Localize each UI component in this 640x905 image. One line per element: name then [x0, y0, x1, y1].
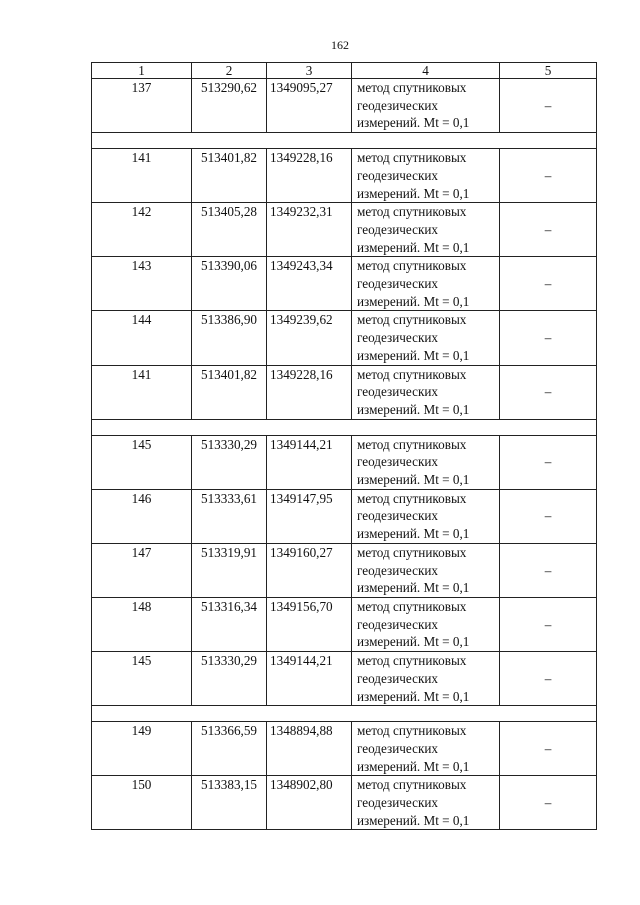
point-number-cell: 143 — [92, 257, 192, 311]
method-line: метод спутниковых — [357, 258, 467, 274]
method-cell — [352, 203, 500, 257]
method-cell — [352, 776, 500, 830]
coordinates-table-body — [92, 63, 597, 830]
note-cell: – — [500, 311, 597, 365]
method-line: измерений. Mt = 0,1 — [357, 812, 470, 828]
point-number-cell: 144 — [92, 311, 192, 365]
note-cell: – — [500, 722, 597, 776]
point-number-cell: 149 — [92, 722, 192, 776]
method-line: геодезических — [357, 384, 439, 400]
method-line: геодезических — [357, 508, 439, 524]
x-coordinate-cell: 513319,91 — [192, 543, 267, 597]
x-coordinate-cell: 513405,28 — [192, 203, 267, 257]
method-cell — [352, 652, 500, 706]
method-line: метод спутниковых — [357, 204, 467, 220]
method-line: измерений. Mt = 0,1 — [357, 580, 470, 596]
y-coordinate-cell: 1349228,16 — [267, 365, 352, 419]
x-coordinate-cell: 513390,06 — [192, 257, 267, 311]
method-line: измерений. Mt = 0,1 — [357, 688, 470, 704]
note-cell: – — [500, 149, 597, 203]
point-number-cell: 137 — [92, 79, 192, 133]
note-cell: – — [500, 776, 597, 830]
table-row — [92, 365, 597, 419]
table-row — [92, 149, 597, 203]
method-line: метод спутниковых — [357, 653, 467, 669]
method-line: измерений. Mt = 0,1 — [357, 401, 470, 417]
note-cell: – — [500, 79, 597, 133]
method-line: измерений. Mt = 0,1 — [357, 239, 470, 255]
y-coordinate-cell: 1349144,21 — [267, 652, 352, 706]
x-coordinate-cell: 513401,82 — [192, 365, 267, 419]
table-row — [92, 776, 597, 830]
point-number-cell: 147 — [92, 543, 192, 597]
y-coordinate-cell: 1349156,70 — [267, 597, 352, 651]
table-row — [92, 79, 597, 133]
method-cell — [352, 489, 500, 543]
table-row — [92, 652, 597, 706]
method-line: геодезических — [357, 167, 439, 183]
x-coordinate-cell: 513386,90 — [192, 311, 267, 365]
x-coordinate-cell: 513330,29 — [192, 435, 267, 489]
method-line: геодезических — [357, 454, 439, 470]
column-header-5: 5 — [500, 63, 597, 79]
table-row — [92, 543, 597, 597]
note-cell: – — [500, 652, 597, 706]
note-cell: – — [500, 543, 597, 597]
method-line: геодезических — [357, 276, 439, 292]
method-cell — [352, 311, 500, 365]
method-line: измерений. Mt = 0,1 — [357, 758, 470, 774]
coordinates-table — [91, 62, 597, 830]
group-separator-cell — [92, 706, 597, 722]
group-separator-row — [92, 133, 597, 149]
method-cell — [352, 435, 500, 489]
method-line: метод спутниковых — [357, 777, 467, 793]
method-cell — [352, 597, 500, 651]
y-coordinate-cell: 1349243,34 — [267, 257, 352, 311]
y-coordinate-cell: 1348894,88 — [267, 722, 352, 776]
method-line: метод спутниковых — [357, 598, 467, 614]
method-line: метод спутниковых — [357, 312, 467, 328]
table-row — [92, 311, 597, 365]
column-header-2: 2 — [192, 63, 267, 79]
table-row — [92, 597, 597, 651]
x-coordinate-cell: 513366,59 — [192, 722, 267, 776]
table-header-row — [92, 63, 597, 79]
note-cell: – — [500, 597, 597, 651]
y-coordinate-cell: 1349147,95 — [267, 489, 352, 543]
group-separator-row — [92, 419, 597, 435]
method-line: геодезических — [357, 97, 439, 113]
method-line: метод спутниковых — [357, 150, 467, 166]
method-line: геодезических — [357, 740, 439, 756]
method-line: геодезических — [357, 670, 439, 686]
method-line: метод спутниковых — [357, 80, 467, 95]
method-line: измерений. Mt = 0,1 — [357, 185, 470, 201]
y-coordinate-cell: 1348902,80 — [267, 776, 352, 830]
method-line: измерений. Mt = 0,1 — [357, 115, 470, 131]
group-separator-row — [92, 706, 597, 722]
group-separator-cell — [92, 133, 597, 149]
note-cell: – — [500, 435, 597, 489]
method-cell — [352, 365, 500, 419]
method-line: метод спутниковых — [357, 490, 467, 506]
y-coordinate-cell: 1349095,27 — [267, 79, 352, 133]
method-cell — [352, 543, 500, 597]
method-line: измерений. Mt = 0,1 — [357, 293, 470, 309]
column-header-4: 4 — [352, 63, 500, 79]
x-coordinate-cell: 513316,34 — [192, 597, 267, 651]
method-line: метод спутниковых — [357, 544, 467, 560]
point-number-cell: 150 — [92, 776, 192, 830]
method-line: измерений. Mt = 0,1 — [357, 472, 470, 488]
column-header-1: 1 — [92, 63, 192, 79]
method-line: геодезических — [357, 330, 439, 346]
table-row — [92, 257, 597, 311]
method-cell — [352, 257, 500, 311]
method-line: метод спутниковых — [357, 723, 467, 739]
x-coordinate-cell: 513383,15 — [192, 776, 267, 830]
method-cell — [352, 149, 500, 203]
method-line: измерений. Mt = 0,1 — [357, 634, 470, 650]
method-line: геодезических — [357, 562, 439, 578]
method-line: метод спутниковых — [357, 436, 467, 452]
y-coordinate-cell: 1349232,31 — [267, 203, 352, 257]
method-line: геодезических — [357, 795, 439, 811]
y-coordinate-cell: 1349144,21 — [267, 435, 352, 489]
point-number-cell: 145 — [92, 435, 192, 489]
column-header-3: 3 — [267, 63, 352, 79]
y-coordinate-cell: 1349160,27 — [267, 543, 352, 597]
method-line: измерений. Mt = 0,1 — [357, 347, 470, 363]
note-cell: – — [500, 203, 597, 257]
table-row — [92, 435, 597, 489]
note-cell: – — [500, 365, 597, 419]
method-line: метод спутниковых — [357, 366, 467, 382]
method-cell — [352, 79, 500, 133]
method-line: геодезических — [357, 221, 439, 237]
table-row — [92, 722, 597, 776]
point-number-cell: 141 — [92, 149, 192, 203]
method-line: геодезических — [357, 616, 439, 632]
point-number-cell: 146 — [92, 489, 192, 543]
table-row — [92, 203, 597, 257]
group-separator-cell — [92, 419, 597, 435]
page-number: 162 — [331, 38, 349, 52]
x-coordinate-cell: 513330,29 — [192, 652, 267, 706]
y-coordinate-cell: 1349239,62 — [267, 311, 352, 365]
point-number-cell: 142 — [92, 203, 192, 257]
method-line: измерений. Mt = 0,1 — [357, 526, 470, 542]
x-coordinate-cell: 513290,62 — [192, 79, 267, 133]
x-coordinate-cell: 513401,82 — [192, 149, 267, 203]
point-number-cell: 145 — [92, 652, 192, 706]
table-row — [92, 489, 597, 543]
x-coordinate-cell: 513333,61 — [192, 489, 267, 543]
note-cell: – — [500, 257, 597, 311]
y-coordinate-cell: 1349228,16 — [267, 149, 352, 203]
point-number-cell: 148 — [92, 597, 192, 651]
method-cell — [352, 722, 500, 776]
note-cell: – — [500, 489, 597, 543]
point-number-cell: 141 — [92, 365, 192, 419]
